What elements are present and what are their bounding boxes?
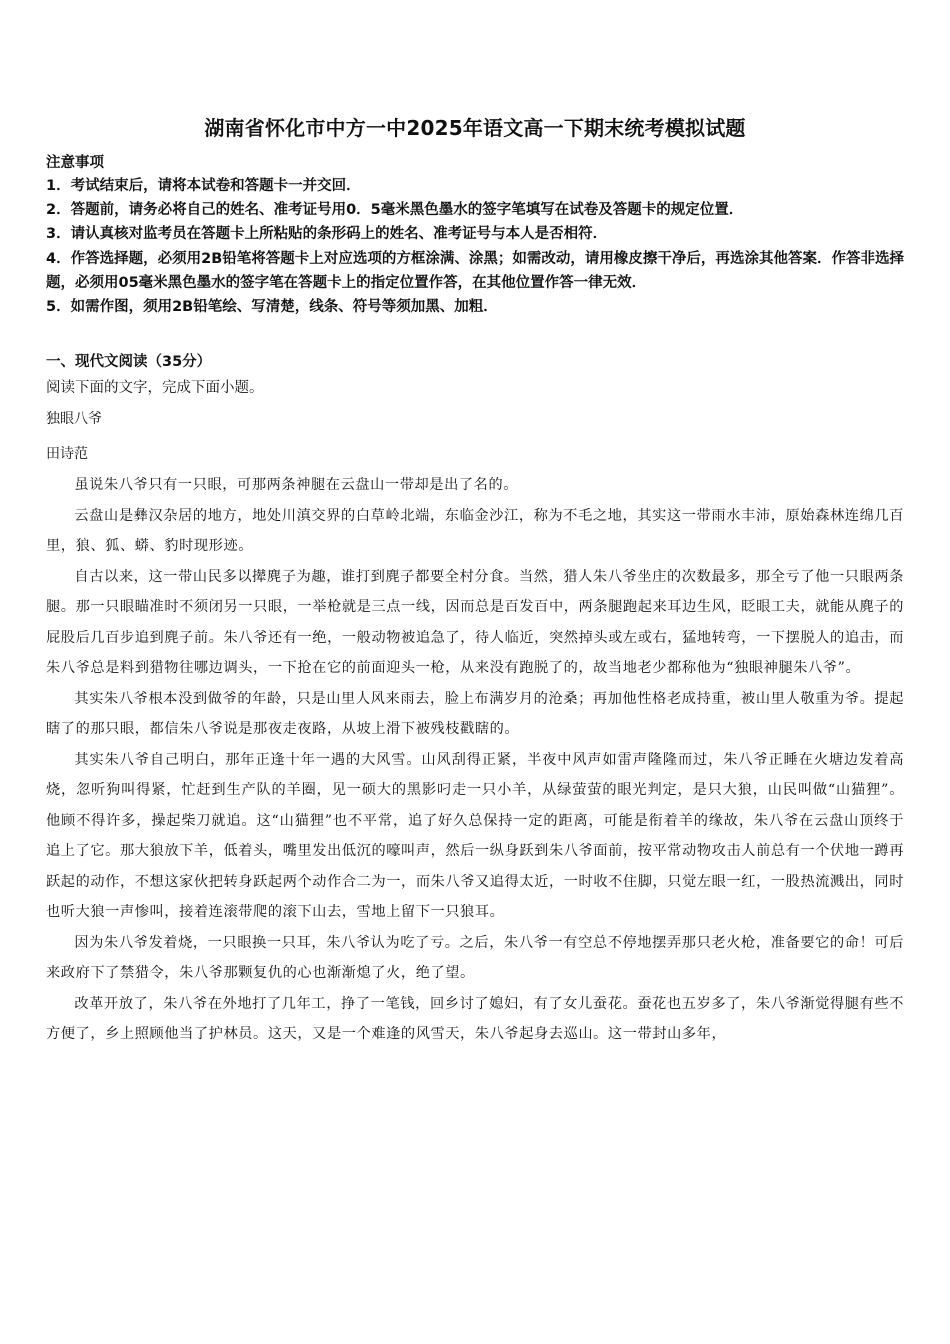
notice-item: 4．作答选择题，必须用2B铅笔将答题卡上对应选项的方框涂满、涂黑；如需改动，请用橡皮擦干净后，再选涂其他答案．作答非选择题，必须用05毫米黑色墨水的签字笔在答题卡上的指定位置作答，在其他位置作答一律无效． <box>46 250 904 291</box>
notice-list <box>46 174 904 319</box>
story-paragraph: 其实朱八爷自己明白，那年正逢十年一遇的大风雪。山风刮得正紧，半夜中风声如雷声隆隆而过，朱八爷正睡在火塘边发着高烧，忽听狗叫得紧，忙赶到生产队的羊圈，见一硕大的黑影叼走一只小羊，从绿萤萤的眼光判定，是只大狼，山民叫做“山猫狸”。他顾不得许多，操起柴刀就追。这“山猫狸”也不平常，追了好久总保持一定的距离，可能是衔着羊的缘故，朱八爷在云盘山顶终于追上了它。那大狼放下羊，低着头，嘴里发出低沉的嚎叫声，然后一纵身跃到朱八爷面前，按平常动物攻击人前总有一个伏地一蹲再跃起的动作，不想这家伙把转身跃起两个动作合二为一，而朱八爷又追得太近，一时收不住脚，只觉左眼一红，一股热流溅出，同时也听大狼一声惨叫，接着连滚带爬的滚下山去，雪地上留下一只狼耳。 <box>46 751 904 920</box>
section-heading: 一、现代文阅读（35分） <box>46 354 212 370</box>
notice-item: 1．考试结束后，请将本试卷和答题卡一并交回． <box>46 178 361 194</box>
story-paragraph: 虽说朱八爷只有一只眼，可那两条神腿在云盘山一带却是出了名的。 <box>74 477 519 493</box>
story-body <box>46 470 904 1050</box>
notice-item: 5．如需作图，须用2B铅笔绘、写清楚，线条、符号等须加黑、加粗． <box>46 299 498 316</box>
story-paragraph: 其实朱八爷根本没到做爷的年龄，只是山里人风来雨去，脸上布满岁月的沧桑；再加他性格老成持重，被山里人敬重为爷。提起瞎了的那只眼，都信朱八爷说是那夜走夜路，从坡上滑下被残枝戳瞎的。 <box>46 690 904 737</box>
story-paragraph: 因为朱八爷发着烧，一只眼换一只耳，朱八爷认为吃了亏。之后，朱八爷一有空总不停地摆弄那只老火枪，准备要它的命！可后来政府下了禁猎令，朱八爷那颗复仇的心也渐渐熄了火，绝了望。 <box>46 934 904 981</box>
notice-item: 2．答题前，请务必将自己的姓名、准考证号用0．5毫米黑色墨水的签字笔填写在试卷及答题卡的规定位置． <box>46 202 744 219</box>
story-paragraph: 云盘山是彝汉杂居的地方，地处川滇交界的白草岭北端，东临金沙江，称为不毛之地，其实这一带雨水丰沛，原始森林连绵几百里，狼、狐、蟒、豹时现形迹。 <box>46 507 904 554</box>
notice-heading: 注意事项 <box>46 155 104 171</box>
story-title: 独眼八爷 <box>46 411 102 427</box>
page-title: 湖南省怀化市中方一中2025年语文高一下期末统考模拟试题 <box>204 116 746 140</box>
story-paragraph: 自古以来，这一带山民多以撵麂子为趣，谁打到麂子都要全村分食。当然，猎人朱八爷坐庄的次数最多，那全亏了他一只眼两条腿。那一只眼瞄准时不须闭另一只眼，一举枪就是三点一线，因而总是百发百中，两条腿跑起来耳边生风，眨眼工夫，就能从麂子的屁股后几百步追到麂子前。朱八爷还有一绝，一般动物被追急了，待人临近，突然掉头或左或右，猛地转弯，一下摆脱人的追击，而朱八爷总是料到猎物往哪边调头，一下抢在它的前面迎头一枪，从来没有跑脱了的，故当地老少都称他为“独眼神腿朱八爷”。 <box>46 568 904 676</box>
story-paragraph: 改革开放了，朱八爷在外地打了几年工，挣了一笔钱，回乡讨了媳妇，有了女儿蚕花。蚕花也五岁多了，朱八爷渐觉得腿有些不方便了，乡上照顾他当了护林员。这天，又是一个难逢的风雪天，朱八爷起身去巡山。这一带封山多年， <box>46 995 904 1042</box>
reading-instruction: 阅读下面的文字，完成下面小题。 <box>46 380 264 396</box>
story-author: 田诗范 <box>46 446 88 462</box>
notice-item: 3．请认真核对监考员在答题卡上所粘贴的条形码上的姓名、准考证号与本人是否相符． <box>46 226 608 243</box>
